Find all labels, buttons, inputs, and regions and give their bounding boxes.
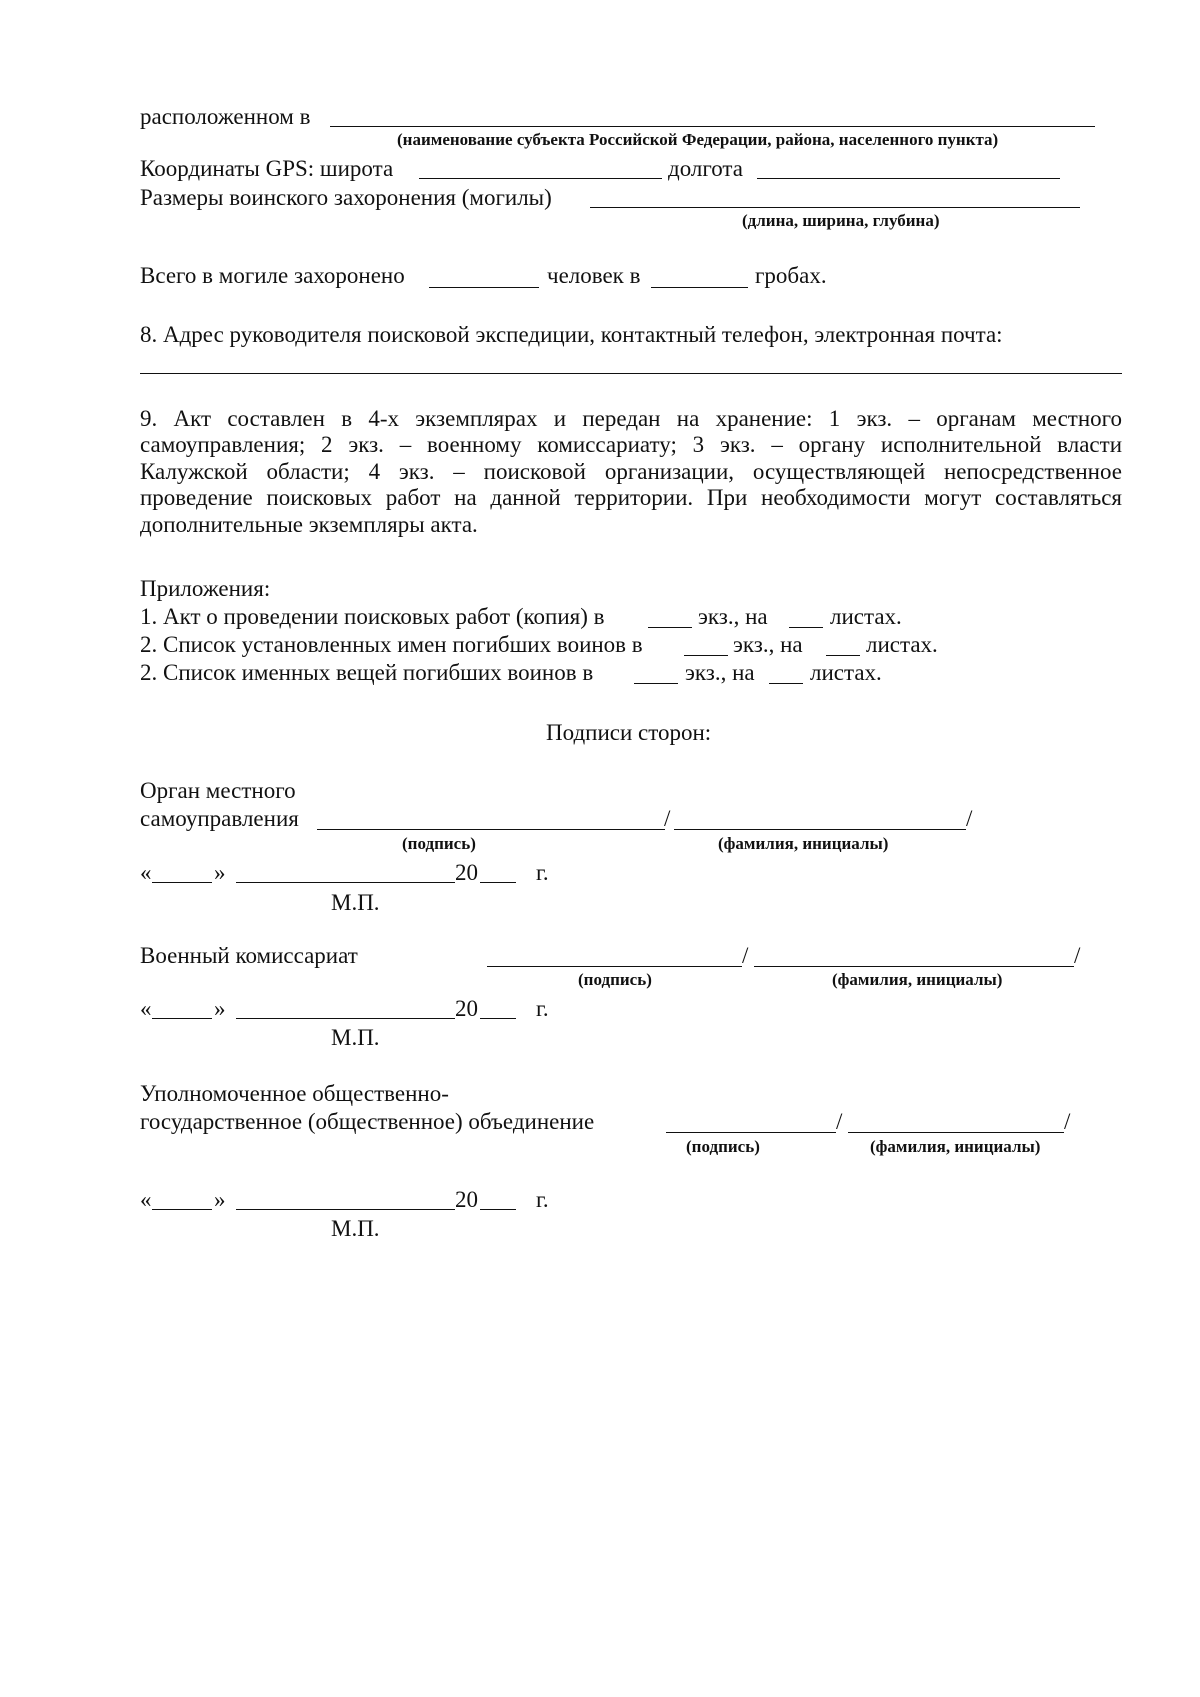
date-year-prefix: 20 bbox=[455, 860, 478, 885]
item9-paragraph bbox=[140, 406, 1122, 538]
local-gov-signature-line[interactable] bbox=[317, 829, 665, 830]
slash: / bbox=[1074, 943, 1081, 968]
buried-coffins-line[interactable] bbox=[651, 287, 748, 288]
date-year-suffix: г. bbox=[536, 1187, 549, 1212]
attachments-title: Приложения: bbox=[140, 576, 271, 601]
gps-latitude-line[interactable] bbox=[419, 178, 662, 179]
attachment-item-text: 2. Список именных вещей погибших воинов в bbox=[140, 660, 594, 685]
slash: / bbox=[664, 806, 671, 831]
item9-line: проведение поисковых работ на данной территории. При необходимости могут составляться bbox=[140, 485, 1122, 511]
signature-caption: (подпись) bbox=[578, 970, 652, 989]
item8-line[interactable] bbox=[140, 373, 1122, 374]
attachment-sheets-label: листах. bbox=[866, 632, 938, 657]
date-month-line[interactable] bbox=[236, 1018, 455, 1019]
date-quote-open: « bbox=[140, 1187, 152, 1212]
gps-longitude-label: долгота bbox=[668, 156, 743, 181]
attachment-copies-line[interactable] bbox=[684, 655, 728, 656]
item8-text: 8. Адрес руководителя поисковой экспедиции, контактный телефон, электронная почта: bbox=[140, 322, 1003, 347]
attachment-copies-label: экз., на bbox=[733, 632, 803, 657]
association-name-line[interactable] bbox=[848, 1132, 1064, 1133]
date-year-prefix: 20 bbox=[455, 996, 478, 1021]
attachment-copies-line[interactable] bbox=[634, 683, 678, 684]
date-year-prefix: 20 bbox=[455, 1187, 478, 1212]
attachment-sheets-label: листах. bbox=[810, 660, 882, 685]
date-day-line[interactable] bbox=[152, 1209, 212, 1210]
date-month-line[interactable] bbox=[236, 882, 455, 883]
dimensions-caption: (длина, ширина, глубина) bbox=[742, 211, 940, 230]
date-year-suffix: г. bbox=[536, 860, 549, 885]
slash: / bbox=[742, 943, 749, 968]
name-caption: (фамилия, инициалы) bbox=[870, 1137, 1041, 1156]
signatures-title: Подписи сторон: bbox=[546, 720, 712, 745]
buried-prefix: Всего в могиле захоронено bbox=[140, 263, 405, 288]
date-month-line[interactable] bbox=[236, 1209, 455, 1210]
item9-line: самоуправления; 2 экз. – военному комиссариату; 3 экз. – органу исполнительной власти bbox=[140, 432, 1122, 458]
name-caption: (фамилия, инициалы) bbox=[718, 834, 889, 853]
military-name-line[interactable] bbox=[754, 966, 1074, 967]
gps-longitude-line[interactable] bbox=[757, 178, 1060, 179]
local-gov-label-line1: Орган местного bbox=[140, 778, 296, 803]
attachment-item-text: 1. Акт о проведении поисковых работ (копия) в bbox=[140, 604, 605, 629]
buried-suffix: гробах. bbox=[755, 263, 827, 288]
dimensions-label: Размеры воинского захоронения (могилы) bbox=[140, 185, 552, 210]
location-field-line[interactable] bbox=[330, 126, 1095, 127]
location-label: расположенном в bbox=[140, 104, 311, 129]
date-quote-close: » bbox=[214, 1187, 226, 1212]
stamp-place: М.П. bbox=[331, 1025, 380, 1050]
military-signature-line[interactable] bbox=[487, 966, 742, 967]
date-day-line[interactable] bbox=[152, 1018, 212, 1019]
slash: / bbox=[836, 1109, 843, 1134]
signature-caption: (подпись) bbox=[402, 834, 476, 853]
association-label-line1: Уполномоченное общественно- bbox=[140, 1081, 449, 1106]
date-year-line[interactable] bbox=[480, 882, 516, 883]
buried-middle: человек в bbox=[547, 263, 641, 288]
stamp-place: М.П. bbox=[331, 1216, 380, 1241]
attachment-item-text: 2. Список установленных имен погибших воинов в bbox=[140, 632, 643, 657]
date-year-line[interactable] bbox=[480, 1209, 516, 1210]
attachment-copies-label: экз., на bbox=[698, 604, 768, 629]
attachment-sheets-label: листах. bbox=[830, 604, 902, 629]
attachment-sheets-line[interactable] bbox=[826, 655, 860, 656]
attachment-sheets-line[interactable] bbox=[789, 627, 823, 628]
dimensions-line[interactable] bbox=[590, 207, 1080, 208]
association-label-line2: государственное (общественное) объединение bbox=[140, 1109, 595, 1134]
gps-latitude-label: Координаты GPS: широта bbox=[140, 156, 394, 181]
date-quote-close: » bbox=[214, 996, 226, 1021]
date-quote-open: « bbox=[140, 996, 152, 1021]
date-day-line[interactable] bbox=[152, 882, 212, 883]
date-quote-open: « bbox=[140, 860, 152, 885]
attachment-copies-label: экз., на bbox=[685, 660, 755, 685]
date-quote-close: » bbox=[214, 860, 226, 885]
item9-line: Калужской области; 4 экз. – поисковой организации, осуществляющей непосредственное bbox=[140, 458, 1122, 484]
buried-people-line[interactable] bbox=[429, 287, 539, 288]
association-signature-line[interactable] bbox=[666, 1132, 836, 1133]
slash: / bbox=[1064, 1109, 1071, 1134]
item9-line: 9. Акт составлен в 4-х экземплярах и передан на хранение: 1 экз. – органам местного bbox=[140, 406, 1122, 431]
signature-caption: (подпись) bbox=[686, 1137, 760, 1156]
local-gov-name-line[interactable] bbox=[674, 829, 966, 830]
military-label: Военный комиссариат bbox=[140, 943, 358, 968]
location-caption: (наименование субъекта Российской Федерации, района, населенного пункта) bbox=[397, 130, 999, 149]
local-gov-label-line2: самоуправления bbox=[140, 806, 299, 831]
attachment-sheets-line[interactable] bbox=[769, 683, 803, 684]
attachment-copies-line[interactable] bbox=[648, 627, 692, 628]
stamp-place: М.П. bbox=[331, 890, 380, 915]
date-year-line[interactable] bbox=[480, 1018, 516, 1019]
slash: / bbox=[966, 806, 973, 831]
date-year-suffix: г. bbox=[536, 996, 549, 1021]
item9-line: дополнительные экземпляры акта. bbox=[140, 511, 478, 537]
name-caption: (фамилия, инициалы) bbox=[832, 970, 1003, 989]
